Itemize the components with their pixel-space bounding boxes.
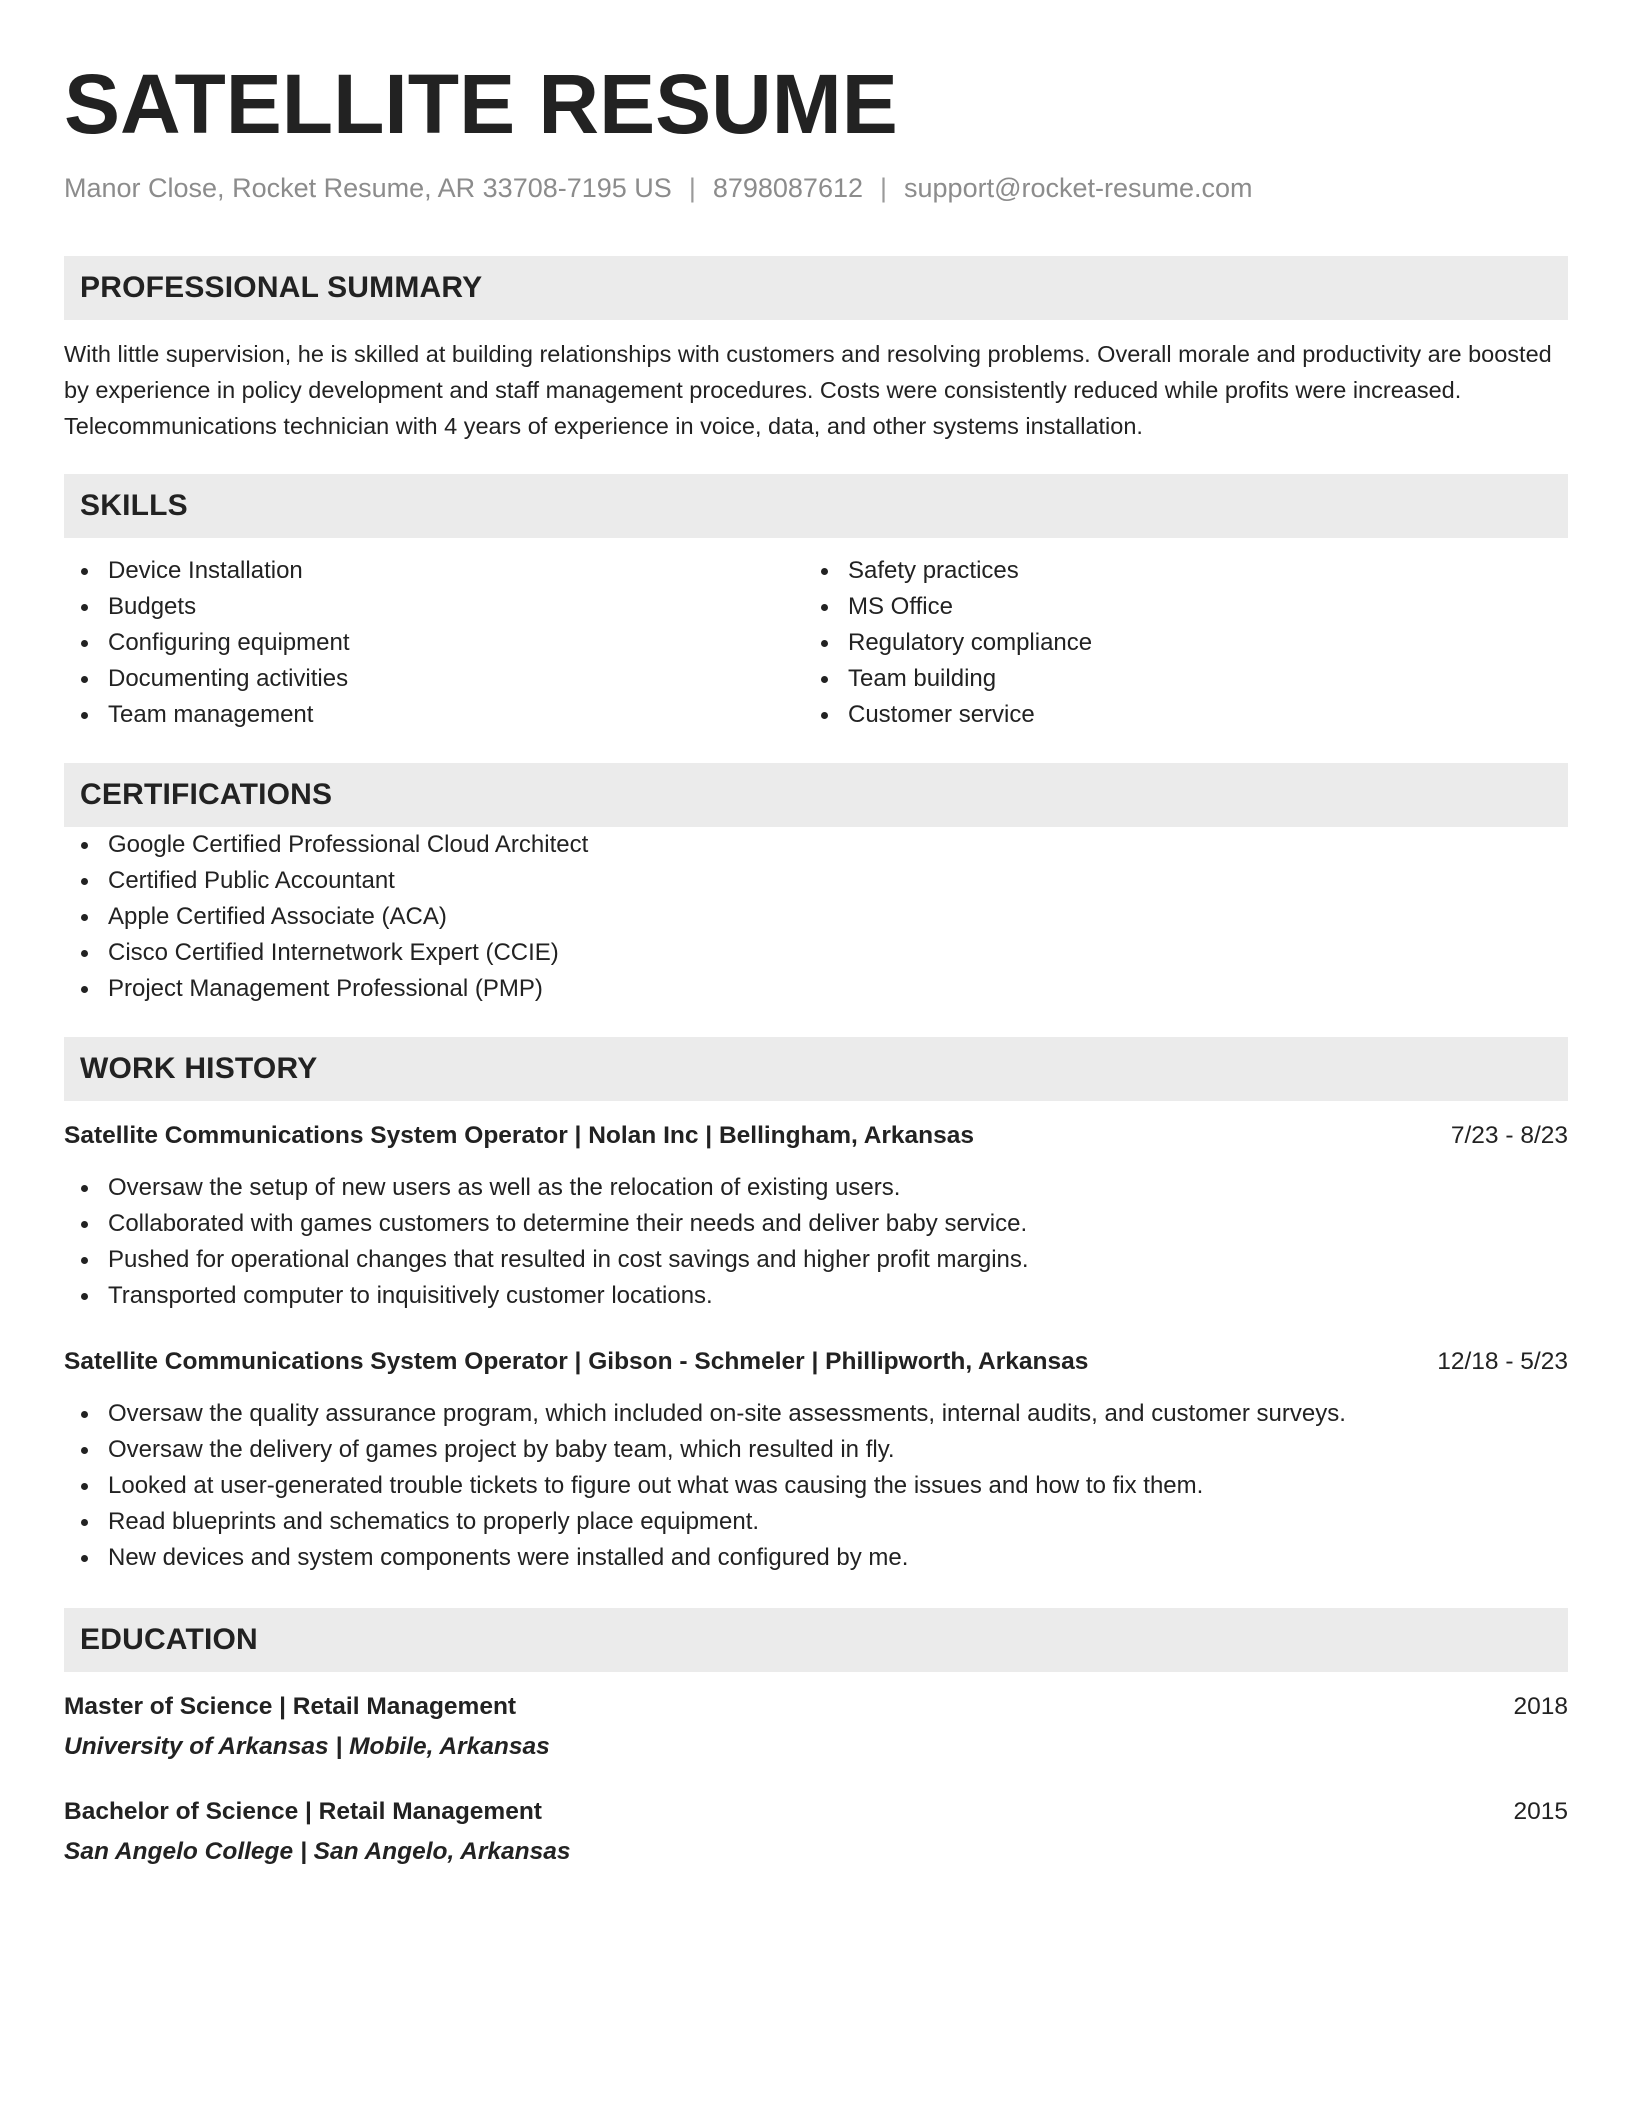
certification-item: Apple Certified Associate (ACA) [64,899,1568,935]
section-header-skills: SKILLS [64,474,1568,538]
skills-column-left [64,553,804,733]
skill-item: Team building [804,661,1544,697]
degree-title: Master of Science | Retail Management [64,1693,517,1720]
skill-item: MS Office [804,589,1544,625]
skill-item: Budgets [64,589,804,625]
contact-address: Manor Close, Rocket Resume, AR 33708-7195 US [64,173,672,203]
job-bullet: Oversaw the quality assurance program, which included on-site assessments, internal audits, and customer surveys. [64,1396,1568,1432]
section-header-certifications: CERTIFICATIONS [64,763,1568,827]
skill-item: Customer service [804,697,1544,733]
job-bullet: Looked at user-generated trouble tickets to figure out what was causing the issues and how to fix them. [64,1468,1568,1504]
job-header [64,1118,1568,1154]
skills-grid [64,553,1568,733]
skill-item: Documenting activities [64,661,804,697]
contact-phone: 8798087612 [712,173,863,203]
section-header-summary: PROFESSIONAL SUMMARY [64,256,1568,320]
education-header [64,1689,1568,1725]
job-bullet: New devices and system components were installed and configured by me. [64,1540,1568,1576]
job-header [64,1344,1568,1380]
job-title: Satellite Communications System Operator | Nolan Inc | Bellingham, Arkansas [64,1122,975,1149]
skill-item: Device Installation [64,553,804,589]
graduation-year: 2015 [1513,1798,1568,1825]
job-entry [64,1344,1568,1576]
resume-name: SATELLITE RESUME [64,57,898,151]
certifications-list [64,827,1568,1007]
job-bullet: Pushed for operational changes that resulted in cost savings and higher profit margins. [64,1242,1568,1278]
certification-item: Cisco Certified Internetwork Expert (CCIE) [64,935,1568,971]
job-dates: 12/18 - 5/23 [1437,1348,1568,1375]
summary-text: With little supervision, he is skilled at building relationships with customers and resolving problems. Overall morale and productivity are boosted by experience in policy development and staff management procedures. Costs were consistently reduced while profits were increased. Telecommunications technician with 4 years of experience in voice, data, and other systems installation. [64,341,1552,439]
job-bullet: Collaborated with games customers to determine their needs and deliver baby service. [64,1206,1568,1242]
skill-item: Configuring equipment [64,625,804,661]
job-title: Satellite Communications System Operator | Gibson - Schmeler | Phillipworth, Arkansas [64,1348,1089,1375]
education-header [64,1794,1568,1830]
job-bullet-list [64,1396,1568,1576]
skill-item: Safety practices [804,553,1544,589]
job-bullet: Oversaw the delivery of games project by baby team, which resulted in fly. [64,1432,1568,1468]
graduation-year: 2018 [1513,1693,1568,1720]
skills-list-right [804,553,1544,733]
education-entry [64,1794,1568,1870]
skill-item: Team management [64,697,804,733]
job-dates: 7/23 - 8/23 [1450,1122,1568,1149]
contact-line [64,170,1568,206]
school-name: San Angelo College | San Angelo, Arkansas [64,1838,571,1865]
contact-separator: | [880,173,888,203]
job-bullet: Read blueprints and schematics to properly place equipment. [64,1504,1568,1540]
skills-column-right [804,553,1544,733]
section-header-work-history: WORK HISTORY [64,1037,1568,1101]
job-bullet: Transported computer to inquisitively customer locations. [64,1278,1568,1314]
certification-item: Project Management Professional (PMP) [64,971,1568,1007]
contact-email: support@rocket-resume.com [904,173,1253,203]
degree-title: Bachelor of Science | Retail Management [64,1798,542,1825]
skill-item: Regulatory compliance [804,625,1544,661]
skills-list-left [64,553,804,733]
education-entry [64,1689,1568,1765]
contact-separator: | [688,173,696,203]
certification-item: Google Certified Professional Cloud Architect [64,827,1568,863]
job-entry [64,1118,1568,1314]
certification-item: Certified Public Accountant [64,863,1568,899]
school-name: University of Arkansas | Mobile, Arkansas [64,1733,550,1760]
section-header-education: EDUCATION [64,1608,1568,1672]
job-bullet-list [64,1170,1568,1314]
job-bullet: Oversaw the setup of new users as well as the relocation of existing users. [64,1170,1568,1206]
